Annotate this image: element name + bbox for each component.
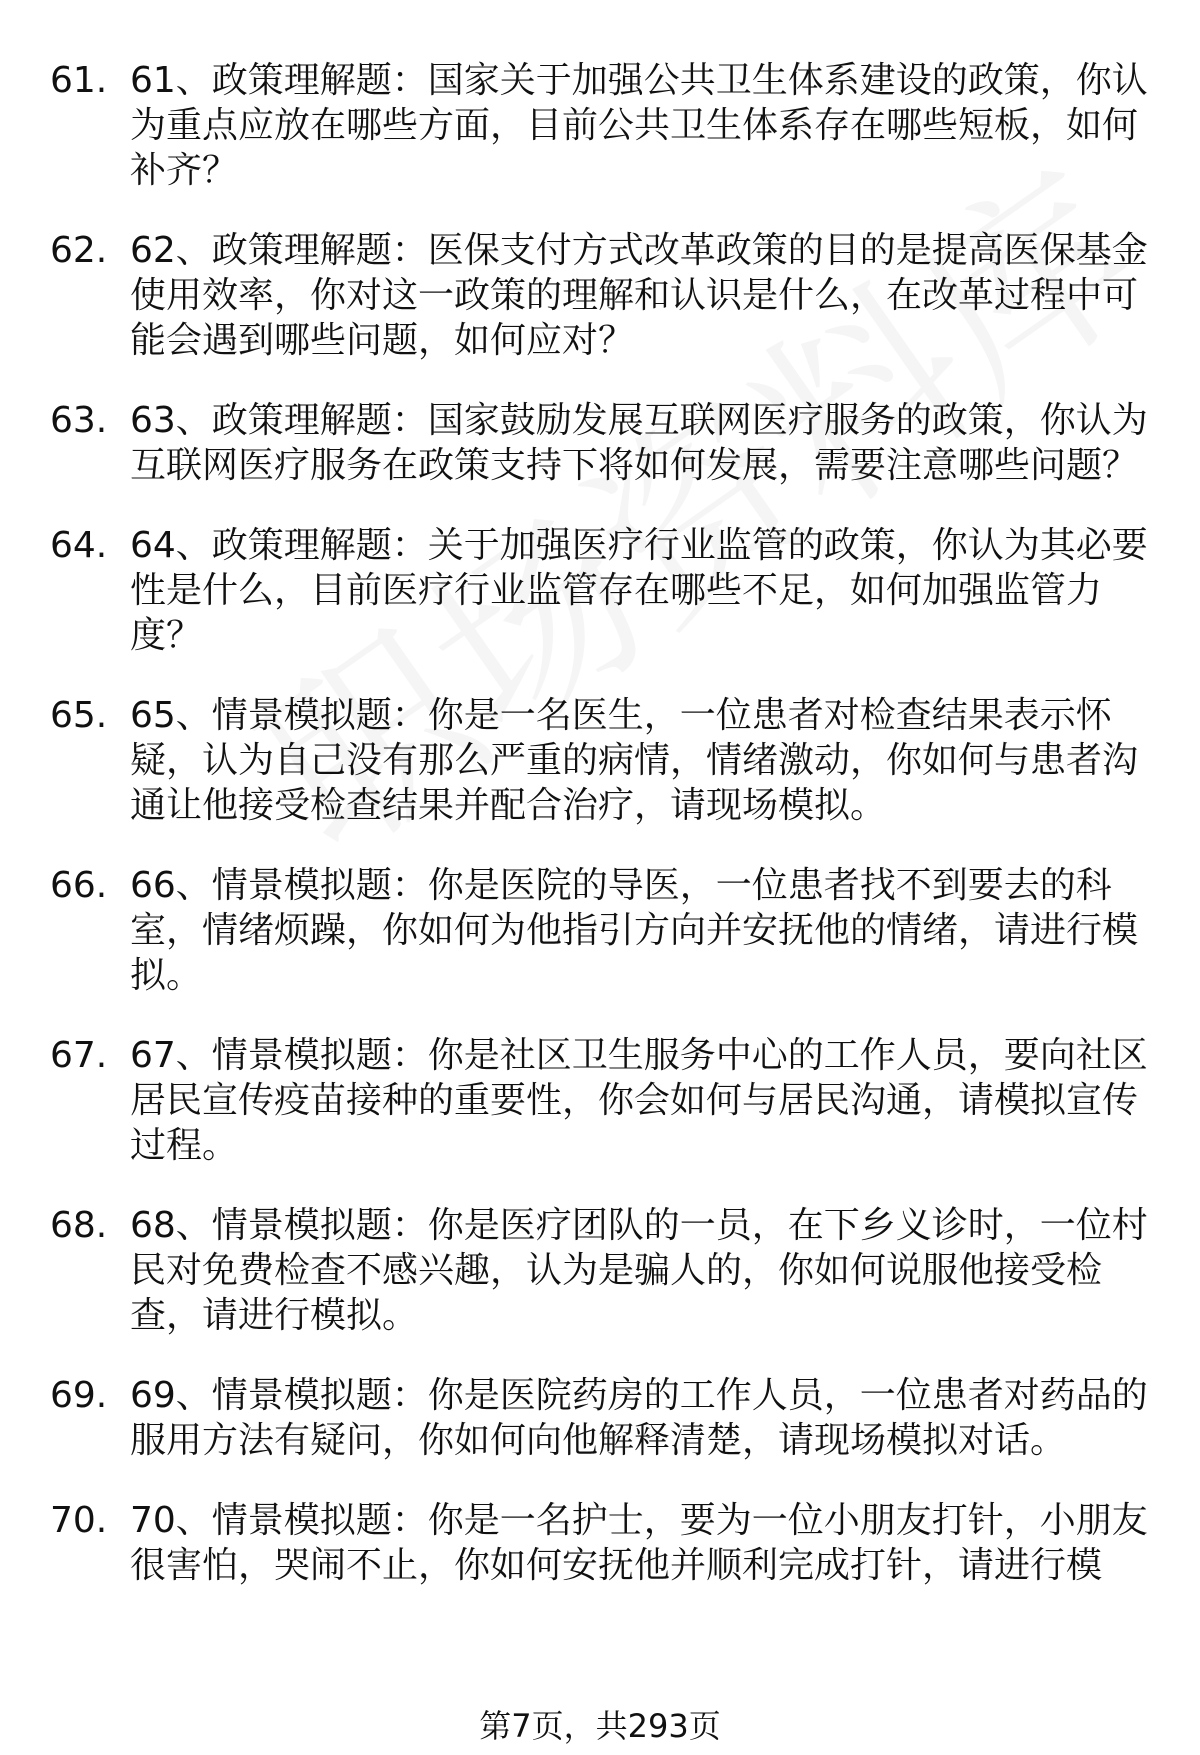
question-text: 64、政策理解题：关于加强医疗行业监管的政策，你认为其必要性是什么，目前医疗行业监管存在哪些不足，如何加强监管力度？ — [130, 525, 1148, 656]
question-text: 66、情景模拟题：你是医院的导医，一位患者找不到要去的科室，情绪烦躁，你如何为他指引方向并安抚他的情绪，请进行模拟。 — [130, 865, 1139, 996]
question-text: 62、政策理解题：医保支付方式改革政策的目的是提高医保基金使用效率，你对这一政策的理解和认识是什么，在改革过程中可能会遇到哪些问题，如何应对？ — [130, 230, 1148, 361]
question-item-64 — [50, 523, 1150, 658]
question-item-68 — [50, 1203, 1150, 1338]
question-list — [50, 58, 1150, 1588]
page-footer: 第7页，共293页 — [479, 1707, 721, 1745]
question-item-69 — [50, 1373, 1150, 1463]
question-number: 69. — [50, 1375, 108, 1416]
question-item-66 — [50, 863, 1150, 998]
question-number: 63. — [50, 400, 108, 441]
question-item-61 — [50, 58, 1150, 193]
question-item-65 — [50, 693, 1150, 828]
question-item-67 — [50, 1033, 1150, 1168]
question-text: 67、情景模拟题：你是社区卫生服务中心的工作人员，要向社区居民宣传疫苗接种的重要性，你会如何与居民沟通，请模拟宣传过程。 — [130, 1035, 1148, 1166]
question-number: 62. — [50, 230, 108, 271]
question-text: 61、政策理解题：国家关于加强公共卫生体系建设的政策，你认为重点应放在哪些方面，目前公共卫生体系存在哪些短板，如何补齐？ — [130, 60, 1148, 191]
question-number: 64. — [50, 525, 108, 566]
question-item-70 — [50, 1498, 1150, 1588]
question-text: 69、情景模拟题：你是医院药房的工作人员，一位患者对药品的服用方法有疑问，你如何向他解释清楚，请现场模拟对话。 — [130, 1375, 1148, 1461]
question-number: 68. — [50, 1205, 108, 1246]
question-number: 70. — [50, 1500, 108, 1541]
question-number: 65. — [50, 695, 108, 736]
question-item-63 — [50, 398, 1150, 488]
question-item-62 — [50, 228, 1150, 363]
question-text: 63、政策理解题：国家鼓励发展互联网医疗服务的政策，你认为互联网医疗服务在政策支持下将如何发展，需要注意哪些问题？ — [130, 400, 1148, 486]
question-number: 66. — [50, 865, 108, 906]
question-number: 61. — [50, 60, 108, 101]
question-number: 67. — [50, 1035, 108, 1076]
question-text: 68、情景模拟题：你是医疗团队的一员，在下乡义诊时，一位村民对免费检查不感兴趣，认为是骗人的，你如何说服他接受检查，请进行模拟。 — [130, 1205, 1148, 1336]
question-text: 70、情景模拟题：你是一名护士，要为一位小朋友打针，小朋友很害怕，哭闹不止，你如何安抚他并顺利完成打针，请进行模 — [130, 1500, 1148, 1586]
question-text: 65、情景模拟题：你是一名医生，一位患者对检查结果表示怀疑，认为自己没有那么严重的病情，情绪激动，你如何与患者沟通让他接受检查结果并配合治疗，请现场模拟。 — [130, 695, 1139, 826]
